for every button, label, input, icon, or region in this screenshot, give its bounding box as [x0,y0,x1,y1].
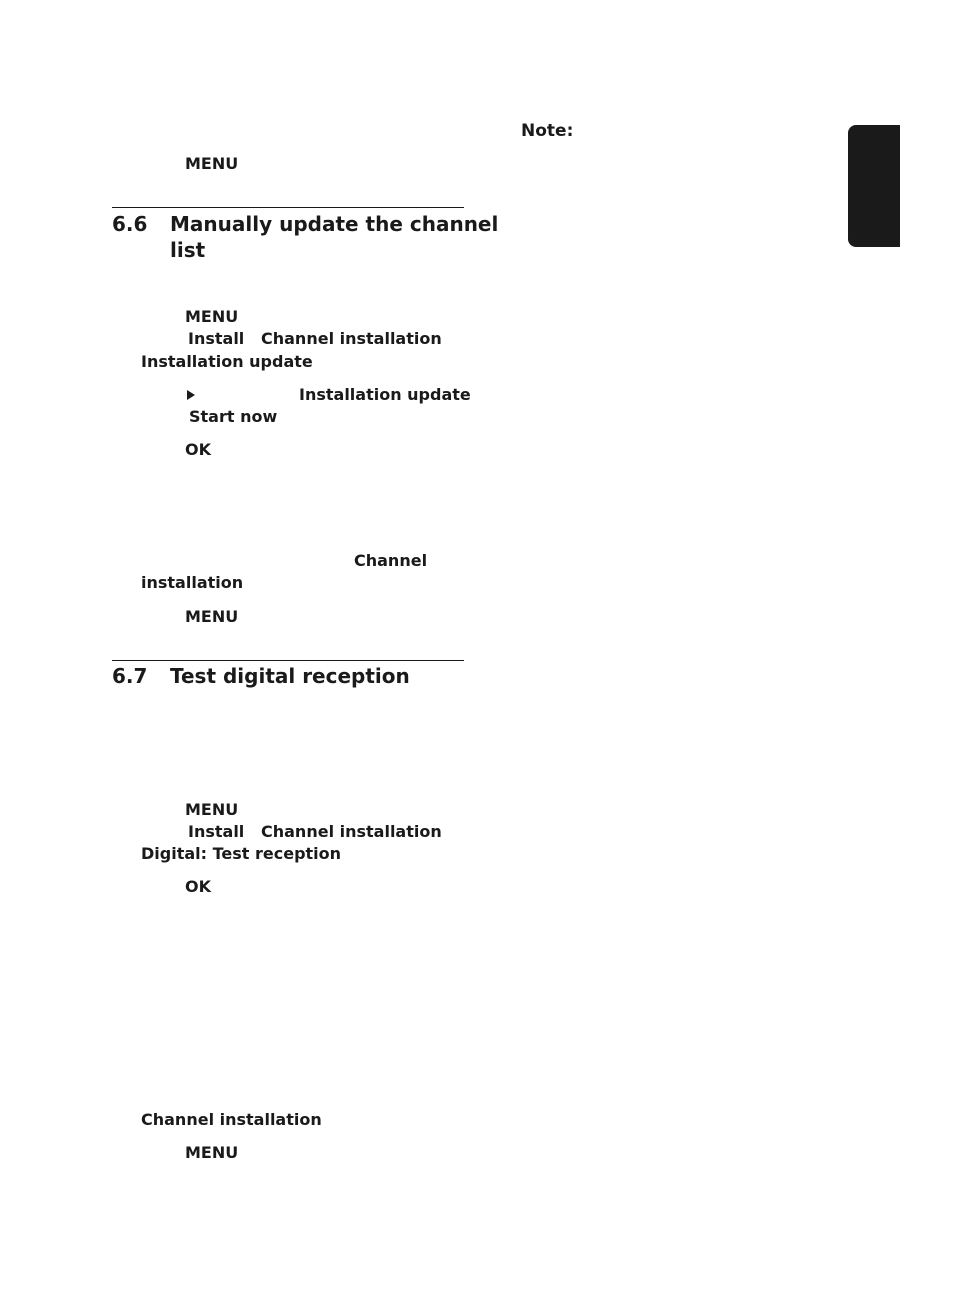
channel-word: Channel [354,551,428,570]
section-title-6-6-line2: list [170,238,206,262]
section-title-6-7: Test digital reception [170,664,410,688]
start-now-option: Start now [189,407,278,426]
right-triangle-icon [187,390,195,400]
menu-key-intro: MENU [185,154,239,173]
path-install-6-7: Install [188,822,245,841]
path-installation-update: Installation update [141,352,313,371]
menu-key-6-7: MENU [185,800,239,819]
path-install-6-6: Install [188,329,245,348]
section-divider-6-6 [112,207,464,208]
ok-key-6-7: OK [185,877,211,896]
installation-update-option: Installation update [299,385,471,404]
section-number-6-6: 6.6 [112,212,148,236]
section-divider-6-7 [112,660,464,661]
installation-word: installation [141,573,244,592]
note-label: Note: [521,121,574,141]
menu-exit-key-6-6: MENU [185,607,239,626]
ok-key-6-6: OK [185,440,211,459]
section-number-6-7: 6.7 [112,664,148,688]
menu-key-6-6: MENU [185,307,239,326]
path-test-reception: Digital: Test reception [141,844,342,863]
section-title-6-6-line1: Manually update the channel [170,212,499,236]
path-channel-installation-6-6: Channel installation [261,329,442,348]
menu-exit-key-6-7: MENU [185,1143,239,1162]
return-channel-installation: Channel installation [141,1110,322,1129]
language-side-tab [848,125,900,247]
path-channel-installation-6-7: Channel installation [261,822,442,841]
